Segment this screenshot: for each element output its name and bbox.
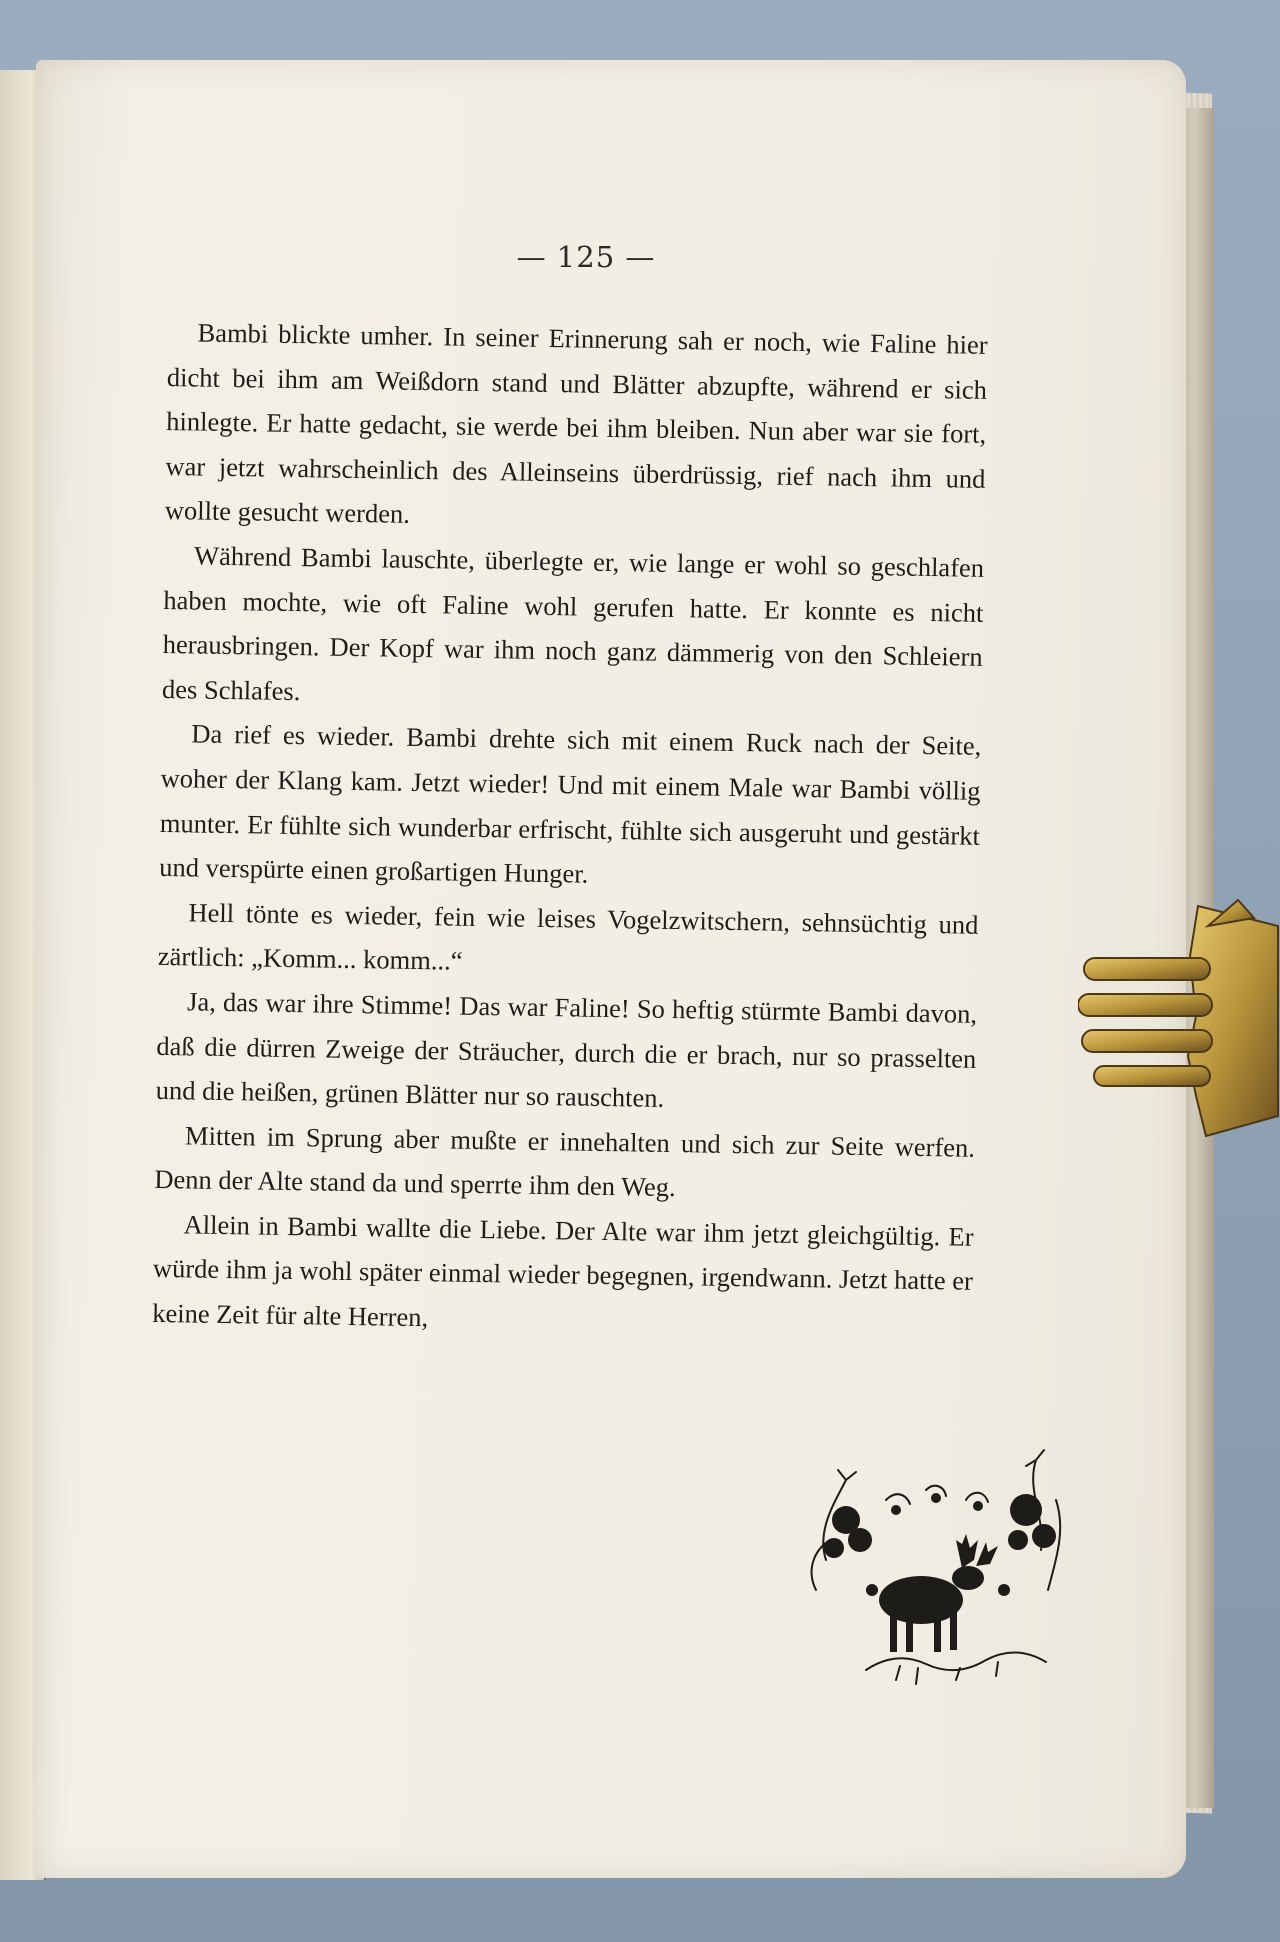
- paragraph: Während Bambi lauschte, überlegte er, wie lange er wohl so geschlafen haben mochte, wie oft Faline wohl gerufen hatte. Er konnte es nicht herausbringen. Der Kopf war ihm noch ganz dämmerig von den Schleiern des Schlafes.: [161, 540, 985, 706]
- paragraph: Allein in Bambi wallte die Liebe. Der Alte war ihm jetzt gleichgültig. Er würde ihm ja wohl später einmal wieder begegnen, irgendwann. Jetzt hatte er keine Zeit für alte Herren,: [152, 1209, 974, 1333]
- paragraph: Hell tönte es wieder, fein wie leises Vogelzwitschern, sehnsüchtig und zärtlich: „Komm... komm...“: [157, 897, 979, 977]
- brass-hand-clip-icon: [1078, 896, 1280, 1146]
- page-number: — 125 —: [516, 240, 656, 274]
- paragraph: Da rief es wieder. Bambi drehte sich mit einem Ruck nach der Seite, woher der Klang kam. Jetzt wieder! Und mit einem Male war Bambi völlig munter. Er fühlte sich wunderbar erfrischt, fühlte sich ausgeruht und gestärkt und verspürte einen großartigen Hunger.: [159, 718, 982, 889]
- paragraph: Mitten im Sprung aber mußte er innehalten und sich zur Seite werfen. Denn der Alte stand da und sperrte ihm den Weg.: [154, 1120, 976, 1203]
- page-text: [152, 310, 988, 1348]
- deer-vignette-icon: [786, 1440, 1086, 1700]
- paragraph: Bambi blickte umher. In seiner Erinnerung sah er noch, wie Faline hier dicht bei ihm am Weißdorn stand und Blätter abzupfte, während er sich hinlegte. Er hatte gedacht, sie werde bei ihm bleiben. Nun aber war sie fort, war jetzt wahrscheinlich des Alleinseins überdrüssig, rief nach ihm und wollte gesucht werden.: [164, 317, 988, 530]
- paragraph: Ja, das war ihre Stimme! Das war Faline! So heftig stürmte Bambi davon, daß die dürren Zweige der Sträucher, durch die er brach, nur so prasselten und die heißen, grünen Blätter nur so rauschten.: [155, 986, 978, 1113]
